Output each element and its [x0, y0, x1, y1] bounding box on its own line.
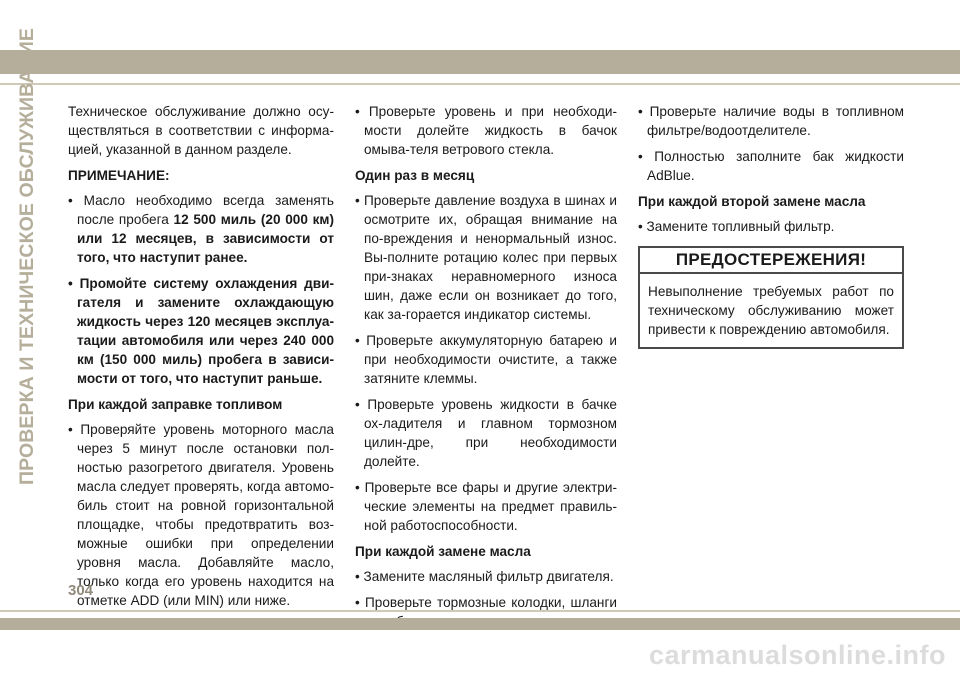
page-number: 304: [68, 582, 94, 599]
oil-change-item: • Проверьте тормозные колодки, шланги: [355, 593, 617, 631]
column-2: [355, 102, 617, 638]
monthly-item: • Проверьте давление воздуха в шинах и осмотрите их, обращая внимание на по-вреждения и ненормальный износ. Вы-полните ротацию колес при первых при-знаках неравномерного износа шин, даже если он возникает до того, как за-горается индикатор системы.: [355, 191, 617, 324]
oil-change-item: • Замените масляный фильтр двигателя.: [355, 567, 617, 586]
note-item-oil: [68, 191, 334, 267]
refuel-item: • Проверяйте уровень моторного масла через 5 минут после остановки пол-ностью разогретого двигателя. Уровень масла следует проверять, когда автомо-биль стоит на ровной горизонтальной площадке, чтобы предотвратить воз-можные ошибки при определении уровня масла. Добавляйте масло, только когда его уровень находится на отметке ADD (или MIN) или ниже.: [68, 420, 334, 610]
section-side-title: ПРОВЕРКА И ТЕХНИЧЕСКОЕ ОБСЛУЖИВАНИЕ: [16, 28, 38, 485]
note-heading: ПРИМЕЧАНИЕ:: [68, 168, 170, 183]
monthly-heading: Один раз в месяц: [355, 168, 475, 183]
fuel-filter-item: • Проверьте наличие воды в топливном фильтре/водоотделителе.: [638, 102, 904, 140]
note-item-oil-bold: 12 500 миль (20 000 км) или 12 месяцев, в зависимости от того, что наступит ранее.: [77, 212, 334, 265]
column-1: [68, 102, 334, 617]
monthly-item: • Проверьте все фары и другие электри-ческие элементы на предмет правиль-ной работоспособности.: [355, 478, 617, 535]
warning-box: [638, 246, 904, 349]
footer-band: [0, 618, 960, 630]
second-oil-heading: При каждой второй замене масла: [638, 194, 866, 209]
header-band: [0, 50, 960, 74]
monthly-item: • Проверьте уровень жидкости в бачке ох-ладителя и главном тормозном цилин-дре, при необходимости долейте.: [355, 395, 617, 471]
warning-text: Невыполнение требуемых работ по техническому обслуживанию может привести к повреждению автомобиля.: [648, 284, 894, 337]
watermark: carmanualsonline.info: [648, 640, 946, 670]
oil-change-heading: При каждой замене масла: [355, 544, 531, 559]
refuel-heading: При каждой заправке топливом: [68, 397, 283, 412]
monthly-item: • Проверьте аккумуляторную батарею и при необходимости очистите, а также затяните клеммы.: [355, 331, 617, 388]
second-oil-item: • Замените топливный фильтр.: [638, 217, 904, 236]
warning-title: ПРЕДОСТЕРЕЖЕНИЯ!: [640, 248, 902, 274]
note-item-coolant: • Промойте систему охлаждения дви-гателя и замените охлаждающую жидкость через 120 месяцев эксплуа-тации автомобиля или через 240 000 км (150 000 миль) пробега в зависи-мости от того, что наступит раньше.: [68, 274, 334, 388]
header-rule: [0, 83, 960, 85]
footer-rule: [0, 610, 960, 612]
washer-item: • Проверьте уровень и при необходи-мости долейте жидкость в бачок омыва-теля ветрового стекла.: [355, 102, 617, 159]
adblue-item: • Полностью заполните бак жидкости AdBlue.: [638, 147, 904, 185]
note-item-oil-text: Масло необходимо всегда заменять после пробега: [77, 193, 334, 227]
column-3: [638, 102, 904, 349]
intro-paragraph: Техническое обслуживание должно осу-ществляться в соответствии с информа-цией, указанной в данном разделе.: [68, 104, 334, 157]
